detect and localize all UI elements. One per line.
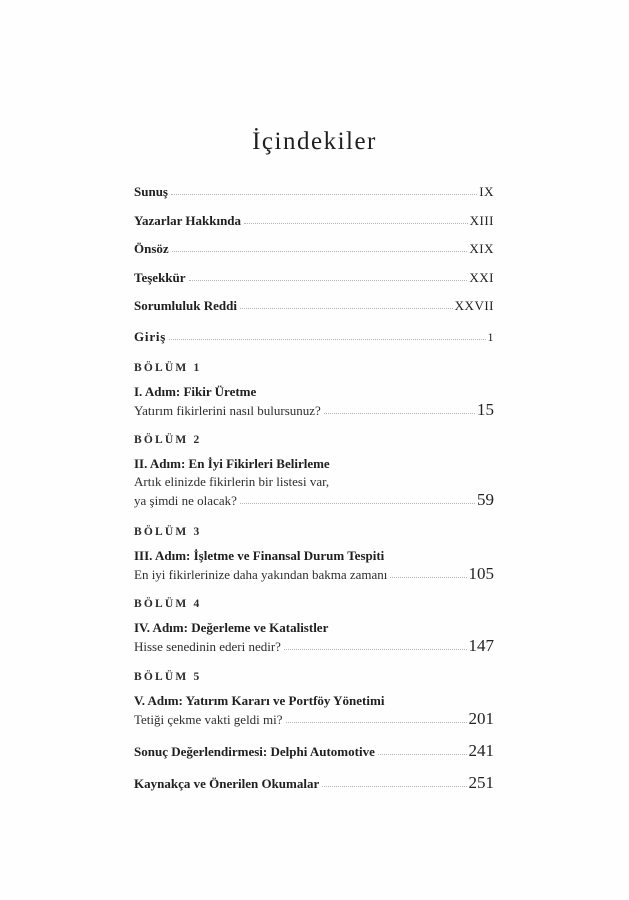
toc-entry-label: Önsöz <box>134 241 169 256</box>
toc-page-number: 201 <box>468 709 494 728</box>
toc-entry-label: Kaynakça ve Önerilen Okumalar <box>134 776 320 791</box>
chapter-label: BÖLÜM 4 <box>134 598 202 610</box>
toc-page-number: 147 <box>468 636 494 655</box>
toc-entry-label: Sonuç Değerlendirmesi: Delphi Automotive <box>134 744 375 759</box>
dot-leader <box>390 577 466 578</box>
chapter-label: BÖLÜM 2 <box>134 434 202 446</box>
chapter-subtitle: Tetiği çekme vakti geldi mi? <box>134 712 283 727</box>
dot-leader <box>286 722 467 723</box>
toc-entry-giris[interactable] <box>134 329 494 345</box>
toc-page-number: 15 <box>477 400 494 419</box>
chapter-label: BÖLÜM 3 <box>134 526 202 538</box>
dot-leader <box>244 223 468 224</box>
toc-entry-chapter-1[interactable] <box>134 400 494 420</box>
chapter-subtitle: Hisse senedinin ederi nedir? <box>134 639 281 654</box>
toc-page-number: XXVII <box>454 298 494 313</box>
chapter-title[interactable]: II. Adım: En İyi Fikirleri Belirleme <box>134 456 330 471</box>
dot-leader <box>171 194 477 195</box>
dot-leader <box>322 786 466 787</box>
dot-leader <box>172 251 468 252</box>
toc-entry-chapter-3[interactable] <box>134 564 494 584</box>
toc-page-number: 59 <box>477 490 494 509</box>
toc-entry-chapter-2[interactable] <box>134 490 494 510</box>
dot-leader <box>240 308 453 309</box>
chapter-title[interactable]: IV. Adım: Değerleme ve Katalistler <box>134 620 329 635</box>
toc-entry-label: Sorumluluk Reddi <box>134 298 237 313</box>
toc-page-number: XIII <box>469 213 494 228</box>
toc-entry-label: Giriş <box>134 329 167 344</box>
dot-leader <box>378 754 467 755</box>
chapter-subtitle: En iyi fikirlerinize daha yakından bakma zamanı <box>134 567 388 582</box>
toc-page-number: IX <box>479 184 494 199</box>
toc-page-number: 1 <box>487 330 494 344</box>
toc-page-number: XXI <box>469 270 494 285</box>
chapter-label: BÖLÜM 1 <box>134 362 202 374</box>
chapter-subtitle: ya şimdi ne olacak? <box>134 493 237 508</box>
chapter-subtitle: Artık elinizde fikirlerin bir listesi var, <box>134 474 330 489</box>
dot-leader <box>324 413 475 414</box>
toc-page-number: XIX <box>469 241 494 256</box>
toc-entry-kaynakca[interactable] <box>134 773 494 793</box>
toc-entry-yazarlar-hakkinda[interactable] <box>134 213 494 229</box>
dot-leader <box>284 649 467 650</box>
toc-entry-onsoz[interactable] <box>134 241 494 257</box>
toc-entry-label: Yazarlar Hakkında <box>134 213 242 228</box>
chapter-title[interactable]: III. Adım: İşletme ve Finansal Durum Tespiti <box>134 548 385 563</box>
toc-page-number: 241 <box>468 741 494 760</box>
toc-entry-sonuc-degerlendirmesi[interactable] <box>134 741 494 761</box>
page-title: İçindekiler <box>252 128 377 155</box>
toc-entry-sunus[interactable] <box>134 184 494 200</box>
chapter-label: BÖLÜM 5 <box>134 671 202 683</box>
chapter-title[interactable]: V. Adım: Yatırım Kararı ve Portföy Yönetimi <box>134 693 385 708</box>
dot-leader <box>240 503 475 504</box>
toc-entry-sorumluluk-reddi[interactable] <box>134 298 494 314</box>
toc-entry-tesekkur[interactable] <box>134 270 494 286</box>
dot-leader <box>169 339 485 340</box>
chapter-title[interactable]: I. Adım: Fikir Üretme <box>134 384 257 399</box>
toc-entry-label: Sunuş <box>134 184 168 199</box>
chapter-subtitle: Yatırım fikirlerini nasıl bulursunuz? <box>134 403 321 418</box>
toc-entry-chapter-4[interactable] <box>134 636 494 656</box>
toc-page-number: 251 <box>468 773 494 792</box>
toc-page-number: 105 <box>468 564 494 583</box>
toc-entry-label: Teşekkür <box>134 270 186 285</box>
dot-leader <box>189 280 468 281</box>
toc-entry-chapter-5[interactable] <box>134 709 494 729</box>
